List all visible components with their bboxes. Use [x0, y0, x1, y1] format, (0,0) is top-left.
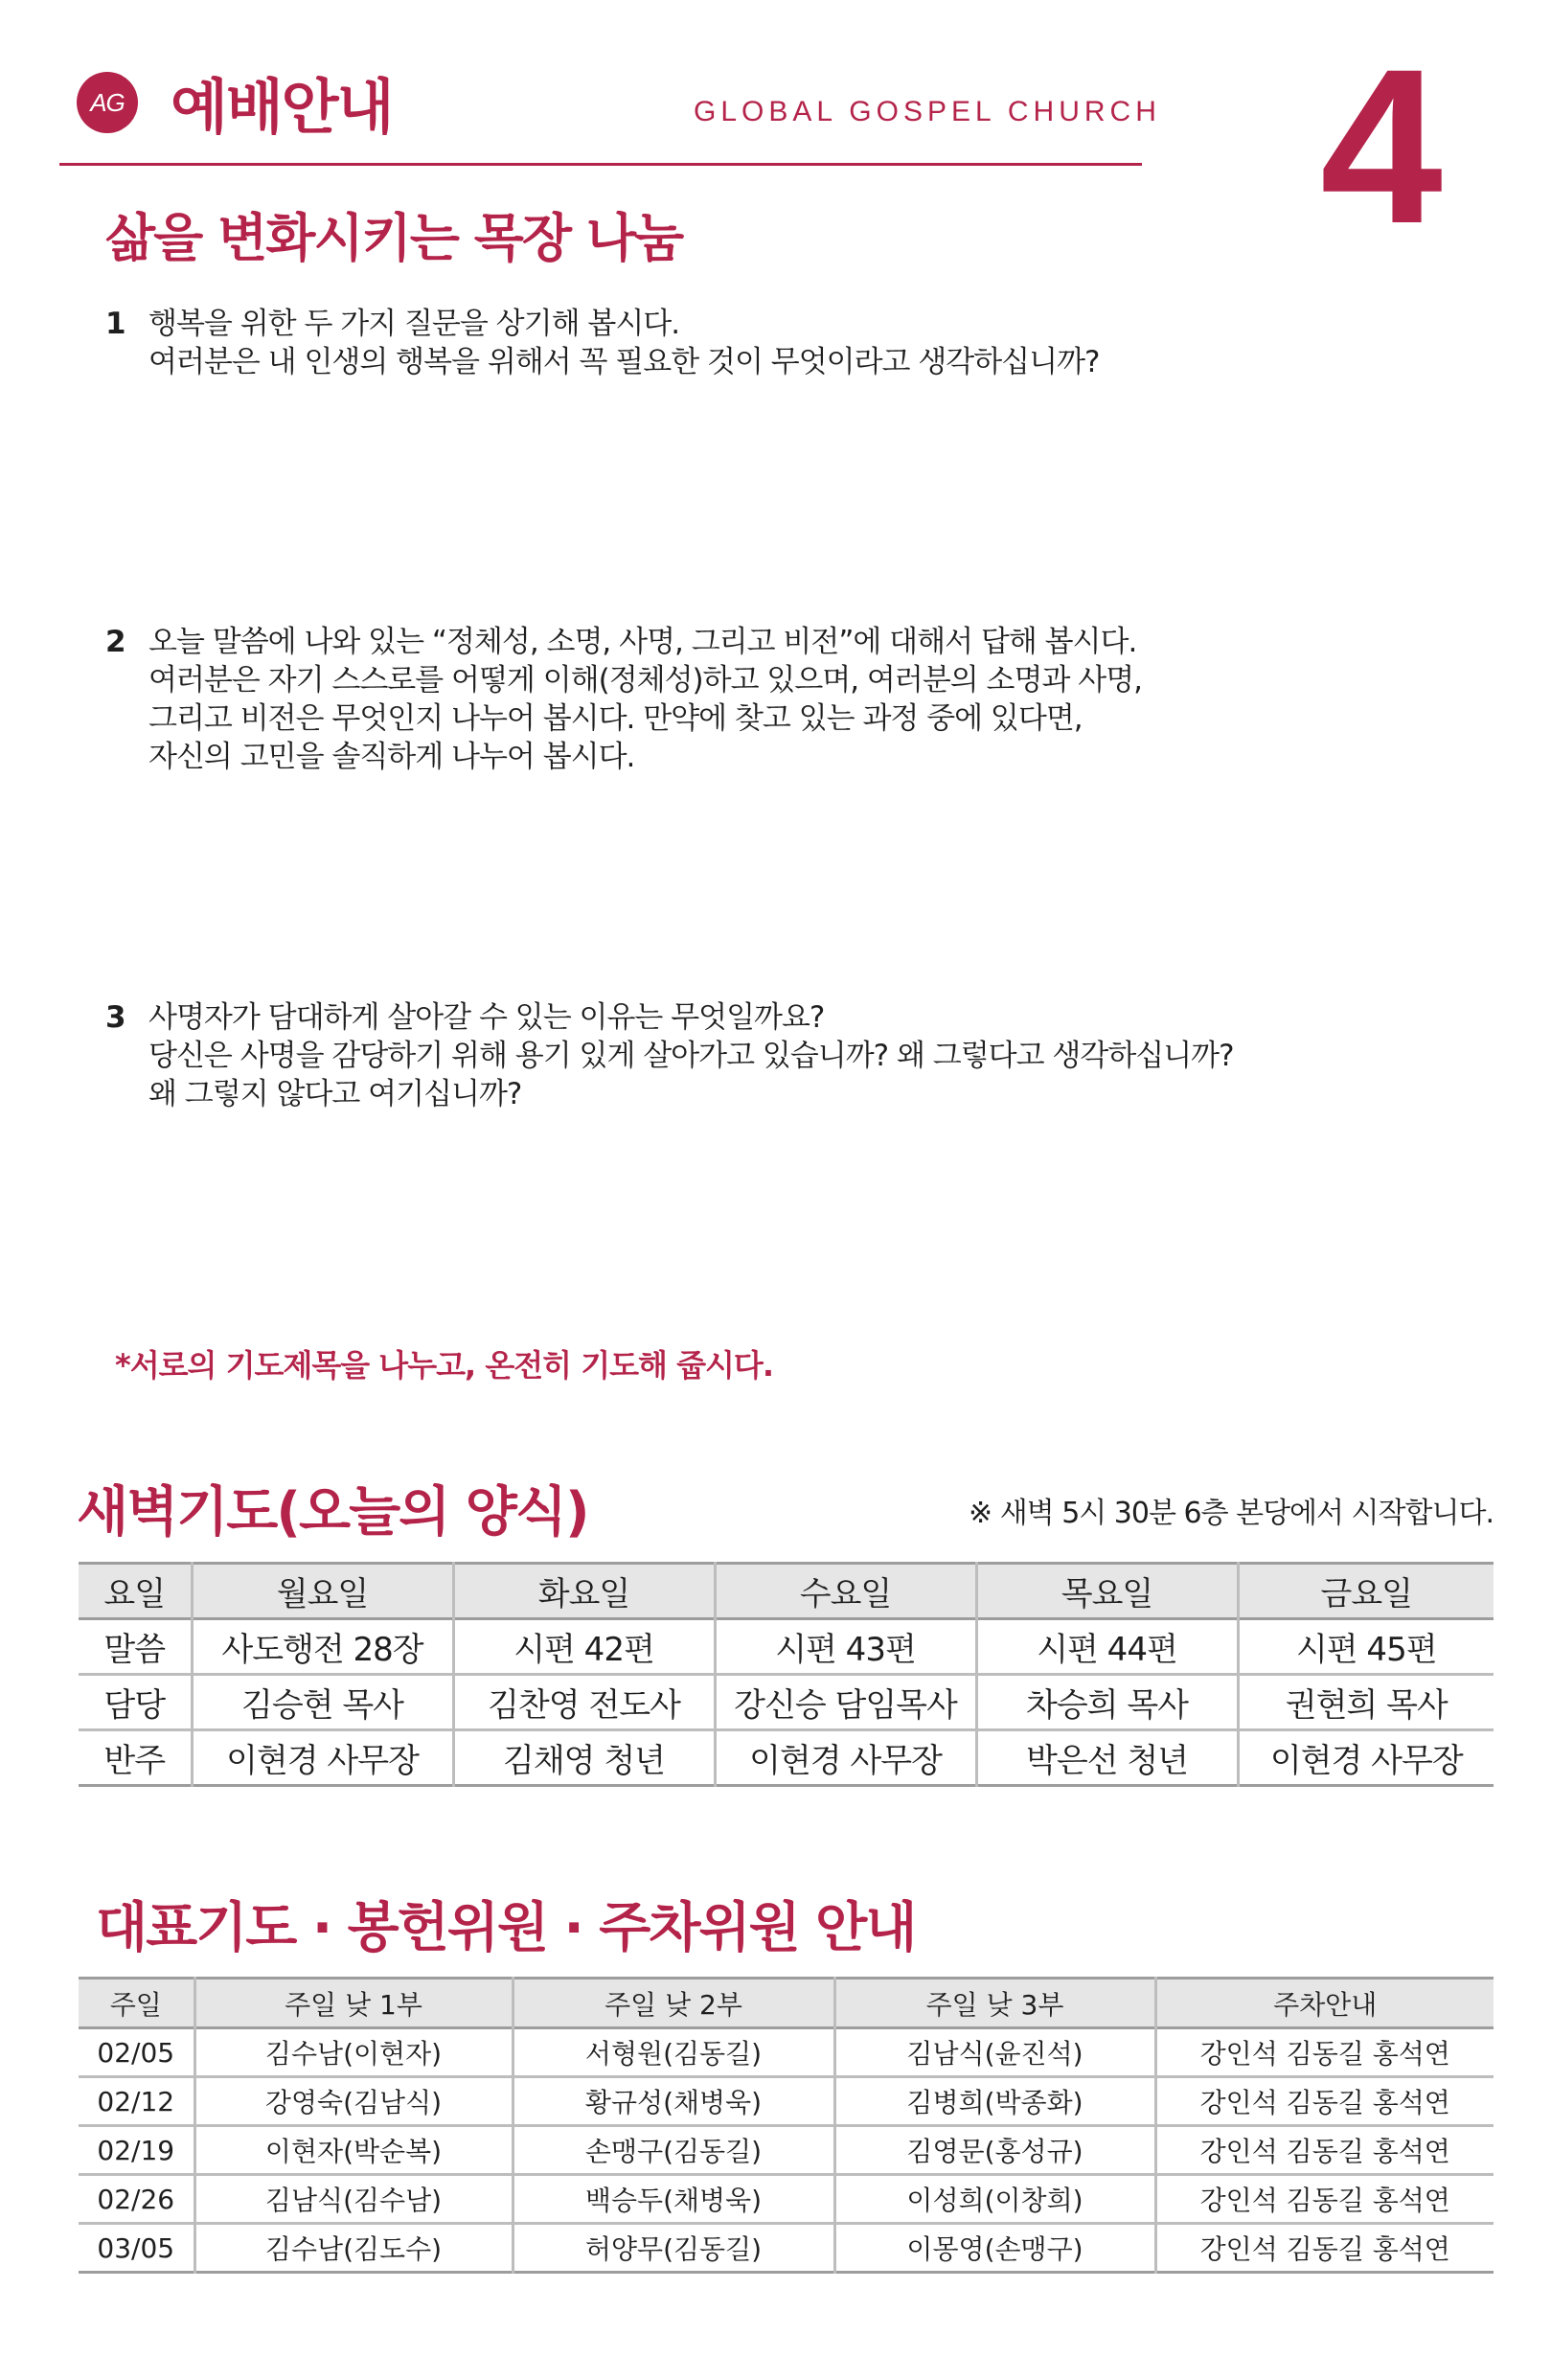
table-cell: 02/05 [79, 2028, 194, 2077]
dawn-prayer-note: ※ 새벽 5시 30분 6층 본당에서 시작합니다. [969, 1497, 1494, 1530]
table-cell: 담당 [79, 1675, 192, 1730]
table-cell: 백승두(채병욱) [513, 2175, 834, 2224]
discussion-title: 삶을 변화시키는 목장 나눔 [105, 208, 683, 268]
table-header: 주일 낮 2부 [513, 1979, 834, 2028]
table-cell: 강신승 담임목사 [715, 1675, 976, 1730]
table-cell: 김수남(이현자) [194, 2028, 513, 2077]
table-header: 목요일 [976, 1564, 1238, 1619]
question-number: 3 [105, 1000, 125, 1035]
question-2 [105, 623, 1142, 776]
table-cell: 김병희(박종화) [834, 2077, 1155, 2126]
table-header: 주일 낮 1부 [194, 1979, 513, 2028]
table-header: 요일 [79, 1564, 192, 1619]
prayer-note: *서로의 기도제목을 나누고, 온전히 기도해 줍시다. [115, 1347, 773, 1384]
table-cell: 이현자(박순복) [194, 2126, 513, 2175]
table-cell: 시편 45편 [1295, 1631, 1437, 1669]
question-line: 자신의 고민을 솔직하게 나누어 봅시다. [148, 740, 635, 774]
table-header: 월요일 [192, 1564, 453, 1619]
committee-title: 대표기도 · 봉헌위원 · 주차위원 안내 [96, 1897, 916, 1959]
table-header: 화요일 [453, 1564, 715, 1619]
table-cell: 03/05 [79, 2224, 194, 2273]
table-cell: 강인석 김동길 홍석연 [1199, 2087, 1450, 2118]
table-cell: 반주 [79, 1730, 192, 1786]
table-header: 수요일 [715, 1564, 976, 1619]
table-header-row [79, 1979, 1494, 2028]
table-cell: 02/12 [79, 2077, 194, 2126]
table-header-row [79, 1564, 1494, 1619]
table-cell: 시편 43편 [715, 1619, 976, 1675]
question-line: 오늘 말씀에 나와 있는 “정체성, 소명, 사명, 그리고 비전”에 대해서 답해 봅시다. [148, 625, 1137, 659]
table-cell: 시편 44편 [976, 1619, 1238, 1675]
table-cell: 이현경 사무장 [1269, 1742, 1463, 1780]
question-line: 행복을 위한 두 가지 질문을 상기해 봅시다. [148, 307, 680, 341]
table-cell: 황규성(채병욱) [513, 2077, 834, 2126]
question-number: 2 [105, 625, 125, 659]
table-cell: 김남식(윤진석) [834, 2028, 1155, 2077]
question-line: 여러분은 자기 스스로를 어떻게 이해(정체성)하고 있으며, 여러분의 소명과 사명, [148, 663, 1142, 698]
table-cell: 강영숙(김남식) [194, 2077, 513, 2126]
table-cell: 강인석 김동길 홍석연 [1199, 2038, 1450, 2070]
table-row [79, 2028, 1494, 2077]
page-number: 4 [1320, 23, 1443, 269]
table-cell: 이현경 사무장 [715, 1730, 976, 1786]
table-cell: 허양무(김동길) [513, 2224, 834, 2273]
table-cell: 강인석 김동길 홍석연 [1199, 2136, 1450, 2167]
table-cell: 이성희(이창희) [834, 2175, 1155, 2224]
table-row [79, 2224, 1494, 2273]
table-header: 주일 낮 3부 [834, 1979, 1155, 2028]
question-number: 1 [105, 307, 125, 341]
table-cell: 02/19 [79, 2126, 194, 2175]
table-cell: 말씀 [79, 1619, 192, 1675]
page-title: 예배안내 [171, 72, 393, 142]
table-cell: 박은선 청년 [976, 1730, 1238, 1786]
table-cell: 이현경 사무장 [192, 1730, 453, 1786]
header-divider [59, 163, 1142, 166]
table-cell: 이몽영(손맹구) [834, 2224, 1155, 2273]
question-1 [105, 305, 1099, 381]
table-cell: 서형원(김동길) [513, 2028, 834, 2077]
question-3 [105, 998, 1234, 1113]
table-cell: 김수남(김도수) [194, 2224, 513, 2273]
table-cell: 손맹구(김동길) [513, 2126, 834, 2175]
table-cell: 02/26 [79, 2175, 194, 2224]
question-line: 당신은 사명을 감당하기 위해 용기 있게 살아가고 있습니까? 왜 그렇다고 생각하십니까? [148, 1039, 1234, 1073]
table-cell: 김찬영 전도사 [453, 1675, 715, 1730]
table-cell: 권현희 목사 [1285, 1686, 1448, 1725]
table-row [79, 1619, 1494, 1675]
question-line: 사명자가 담대하게 살아갈 수 있는 이유는 무엇일까요? [148, 1000, 825, 1035]
table-cell: 강인석 김동길 홍석연 [1199, 2233, 1450, 2265]
committee-table [79, 1977, 1494, 2274]
dawn-prayer-title: 새벽기도(오늘의 양식) [77, 1481, 588, 1544]
table-row [79, 2175, 1494, 2224]
question-line: 그리고 비전은 무엇인지 나누어 봅시다. 만약에 찾고 있는 과정 중에 있다면, [148, 701, 1083, 736]
table-cell: 김승현 목사 [192, 1675, 453, 1730]
church-logo: AG [77, 72, 138, 133]
table-row [79, 1730, 1494, 1786]
table-cell: 김채영 청년 [453, 1730, 715, 1786]
church-name: GLOBAL GOSPEL CHURCH [694, 96, 1161, 127]
question-line: 여러분은 내 인생의 행복을 위해서 꼭 필요한 것이 무엇이라고 생각하십니까? [148, 345, 1100, 379]
table-cell: 강인석 김동길 홍석연 [1199, 2185, 1450, 2216]
table-row [79, 2077, 1494, 2126]
question-line: 왜 그렇지 않다고 여기십니까? [148, 1077, 522, 1111]
table-cell: 차승희 목사 [976, 1675, 1238, 1730]
table-cell: 시편 42편 [453, 1619, 715, 1675]
table-cell: 김영문(홍성규) [834, 2126, 1155, 2175]
table-row [79, 2126, 1494, 2175]
table-header: 금요일 [1320, 1575, 1413, 1613]
dawn-prayer-table [79, 1562, 1494, 1787]
table-header: 주일 [79, 1979, 194, 2028]
table-cell: 김남식(김수남) [194, 2175, 513, 2224]
table-row [79, 1675, 1494, 1730]
table-cell: 사도행전 28장 [192, 1619, 453, 1675]
table-header: 주차안내 [1273, 1988, 1378, 2021]
